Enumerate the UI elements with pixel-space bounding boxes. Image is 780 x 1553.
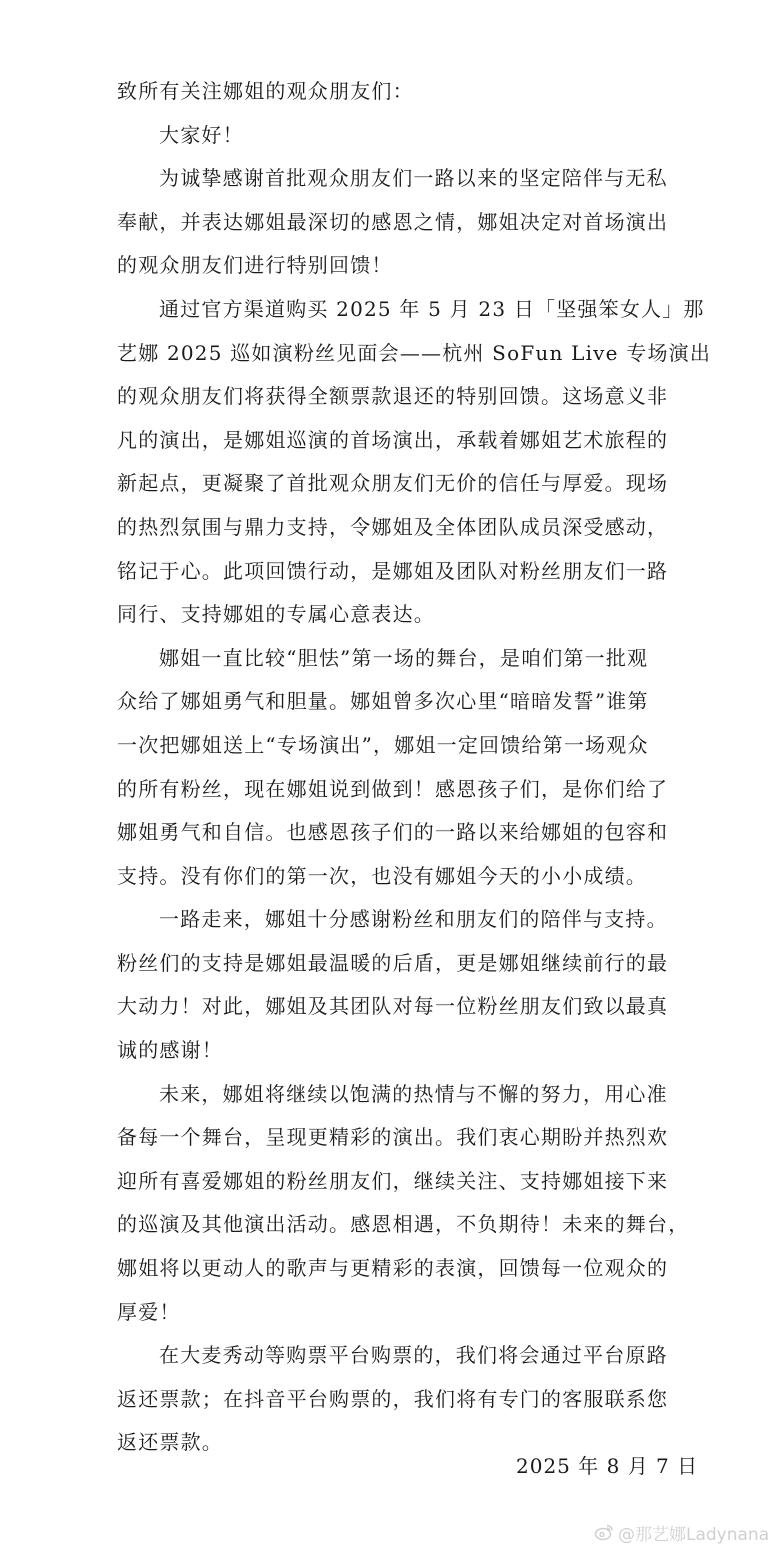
paragraph-line: 支持。没有你们的第一次，也没有娜姐今天的小小成绩。: [117, 863, 647, 888]
paragraph-line: 娜姐将以更动人的歌声与更精彩的表演，回馈每一位观众的: [117, 1256, 669, 1281]
paragraph-line: 备每一个舞台，呈现更精彩的演出。我们衷心期盼并热烈欢: [117, 1125, 669, 1150]
paragraph-line: 诚的感谢！: [117, 1038, 223, 1063]
paragraph-line: 众给了娜姐勇气和胆量。娜姐曾多次心里“暗暗发誓”谁第: [117, 689, 649, 714]
paragraph-line: 一次把娜姐送上“专场演出”，娜姐一定回馈给第一场观众: [117, 732, 649, 757]
paragraph-line: 返还票款；在抖音平台购票的，我们将有专门的客服联系您: [117, 1386, 669, 1411]
paragraph-line: 大动力！对此，娜姐及其团队对每一位粉丝朋友们致以最真: [117, 994, 669, 1019]
paragraph-line: 厚爱！: [117, 1299, 181, 1324]
paragraph-line: 凡的演出，是娜姐巡演的首场演出，承载着娜姐艺术旅程的: [117, 427, 669, 452]
paragraph-line: 的巡演及其他演出活动。感恩相遇，不负期待！未来的舞台，: [117, 1212, 690, 1237]
greeting: 大家好！: [159, 122, 244, 147]
paragraph-5: [117, 1073, 690, 1335]
weibo-watermark: [594, 1518, 769, 1546]
paragraph-line: 通过官方渠道购买 2025 年 5 月 23 日「坚强笨女人」那: [159, 296, 705, 321]
paragraph-line: 艺娜 2025 巡如演粉丝见面会——杭州 SoFun Live 专场演出: [117, 340, 712, 365]
paragraph-line: 新起点，更凝聚了首批观众朋友们无价的信任与厚爱。现场: [117, 471, 669, 496]
paragraph-3: [117, 637, 677, 899]
paragraph-line: 返还票款。: [117, 1430, 223, 1455]
weibo-icon: [594, 1522, 614, 1542]
paragraph-line: 娜姐勇气和自信。也感恩孩子们的一路以来给娜姐的包容和: [117, 820, 669, 845]
letter-body: [117, 70, 712, 1465]
paragraph-line: 的观众朋友们进行特别回馈！: [117, 253, 393, 278]
paragraph-line: 铭记于心。此项回馈行动，是娜姐及团队对粉丝朋友们一路: [117, 558, 669, 583]
paragraph-line: 粉丝们的支持是娜姐最温暖的后盾，更是娜姐继续前行的最: [117, 950, 669, 975]
paragraph-line: 娜姐一直比较“胆怯”第一场的舞台，是咱们第一批观: [159, 645, 649, 670]
paragraph-4: [117, 898, 677, 1072]
paragraph-line: 的所有粉丝，现在娜姐说到做到！感恩孩子们，是你们给了: [117, 776, 669, 801]
paragraph-line: 在大麦秀动等购票平台购票的，我们将会通过平台原路: [159, 1343, 668, 1368]
watermark-text: @那艺娜Ladynana: [618, 1524, 770, 1545]
paragraph-line: 奉献，并表达娜姐最深切的感恩之情，娜姐决定对首场演出: [117, 209, 669, 234]
paragraph-line: 的观众朋友们将获得全额票款退还的特别回馈。这场意义非: [117, 384, 669, 409]
paragraph-2: [117, 288, 712, 637]
paragraph-line: 未来，娜姐将继续以饱满的热情与不懈的努力，用心准: [159, 1081, 668, 1106]
paragraph-line: 的热烈氛围与鼎力支持，令娜姐及全体团队成员深受感动，: [117, 514, 669, 539]
paragraph-1: [117, 157, 677, 288]
salutation: 致所有关注娜姐的观众朋友们：: [117, 79, 414, 103]
paragraph-line: 同行、支持娜姐的专属心意表达。: [117, 602, 435, 627]
paragraph-line: 为诚挚感谢首批观众朋友们一路以来的坚定陪伴与无私: [159, 166, 668, 191]
paragraph-line: 一路走来，娜姐十分感谢粉丝和朋友们的陪伴与支持。: [159, 907, 668, 932]
paragraph-line: 迎所有喜爱娜姐的粉丝朋友们，继续关注、支持娜姐接下来: [117, 1168, 669, 1193]
letter-date: 2025 年 8 月 7 日: [516, 1454, 699, 1478]
